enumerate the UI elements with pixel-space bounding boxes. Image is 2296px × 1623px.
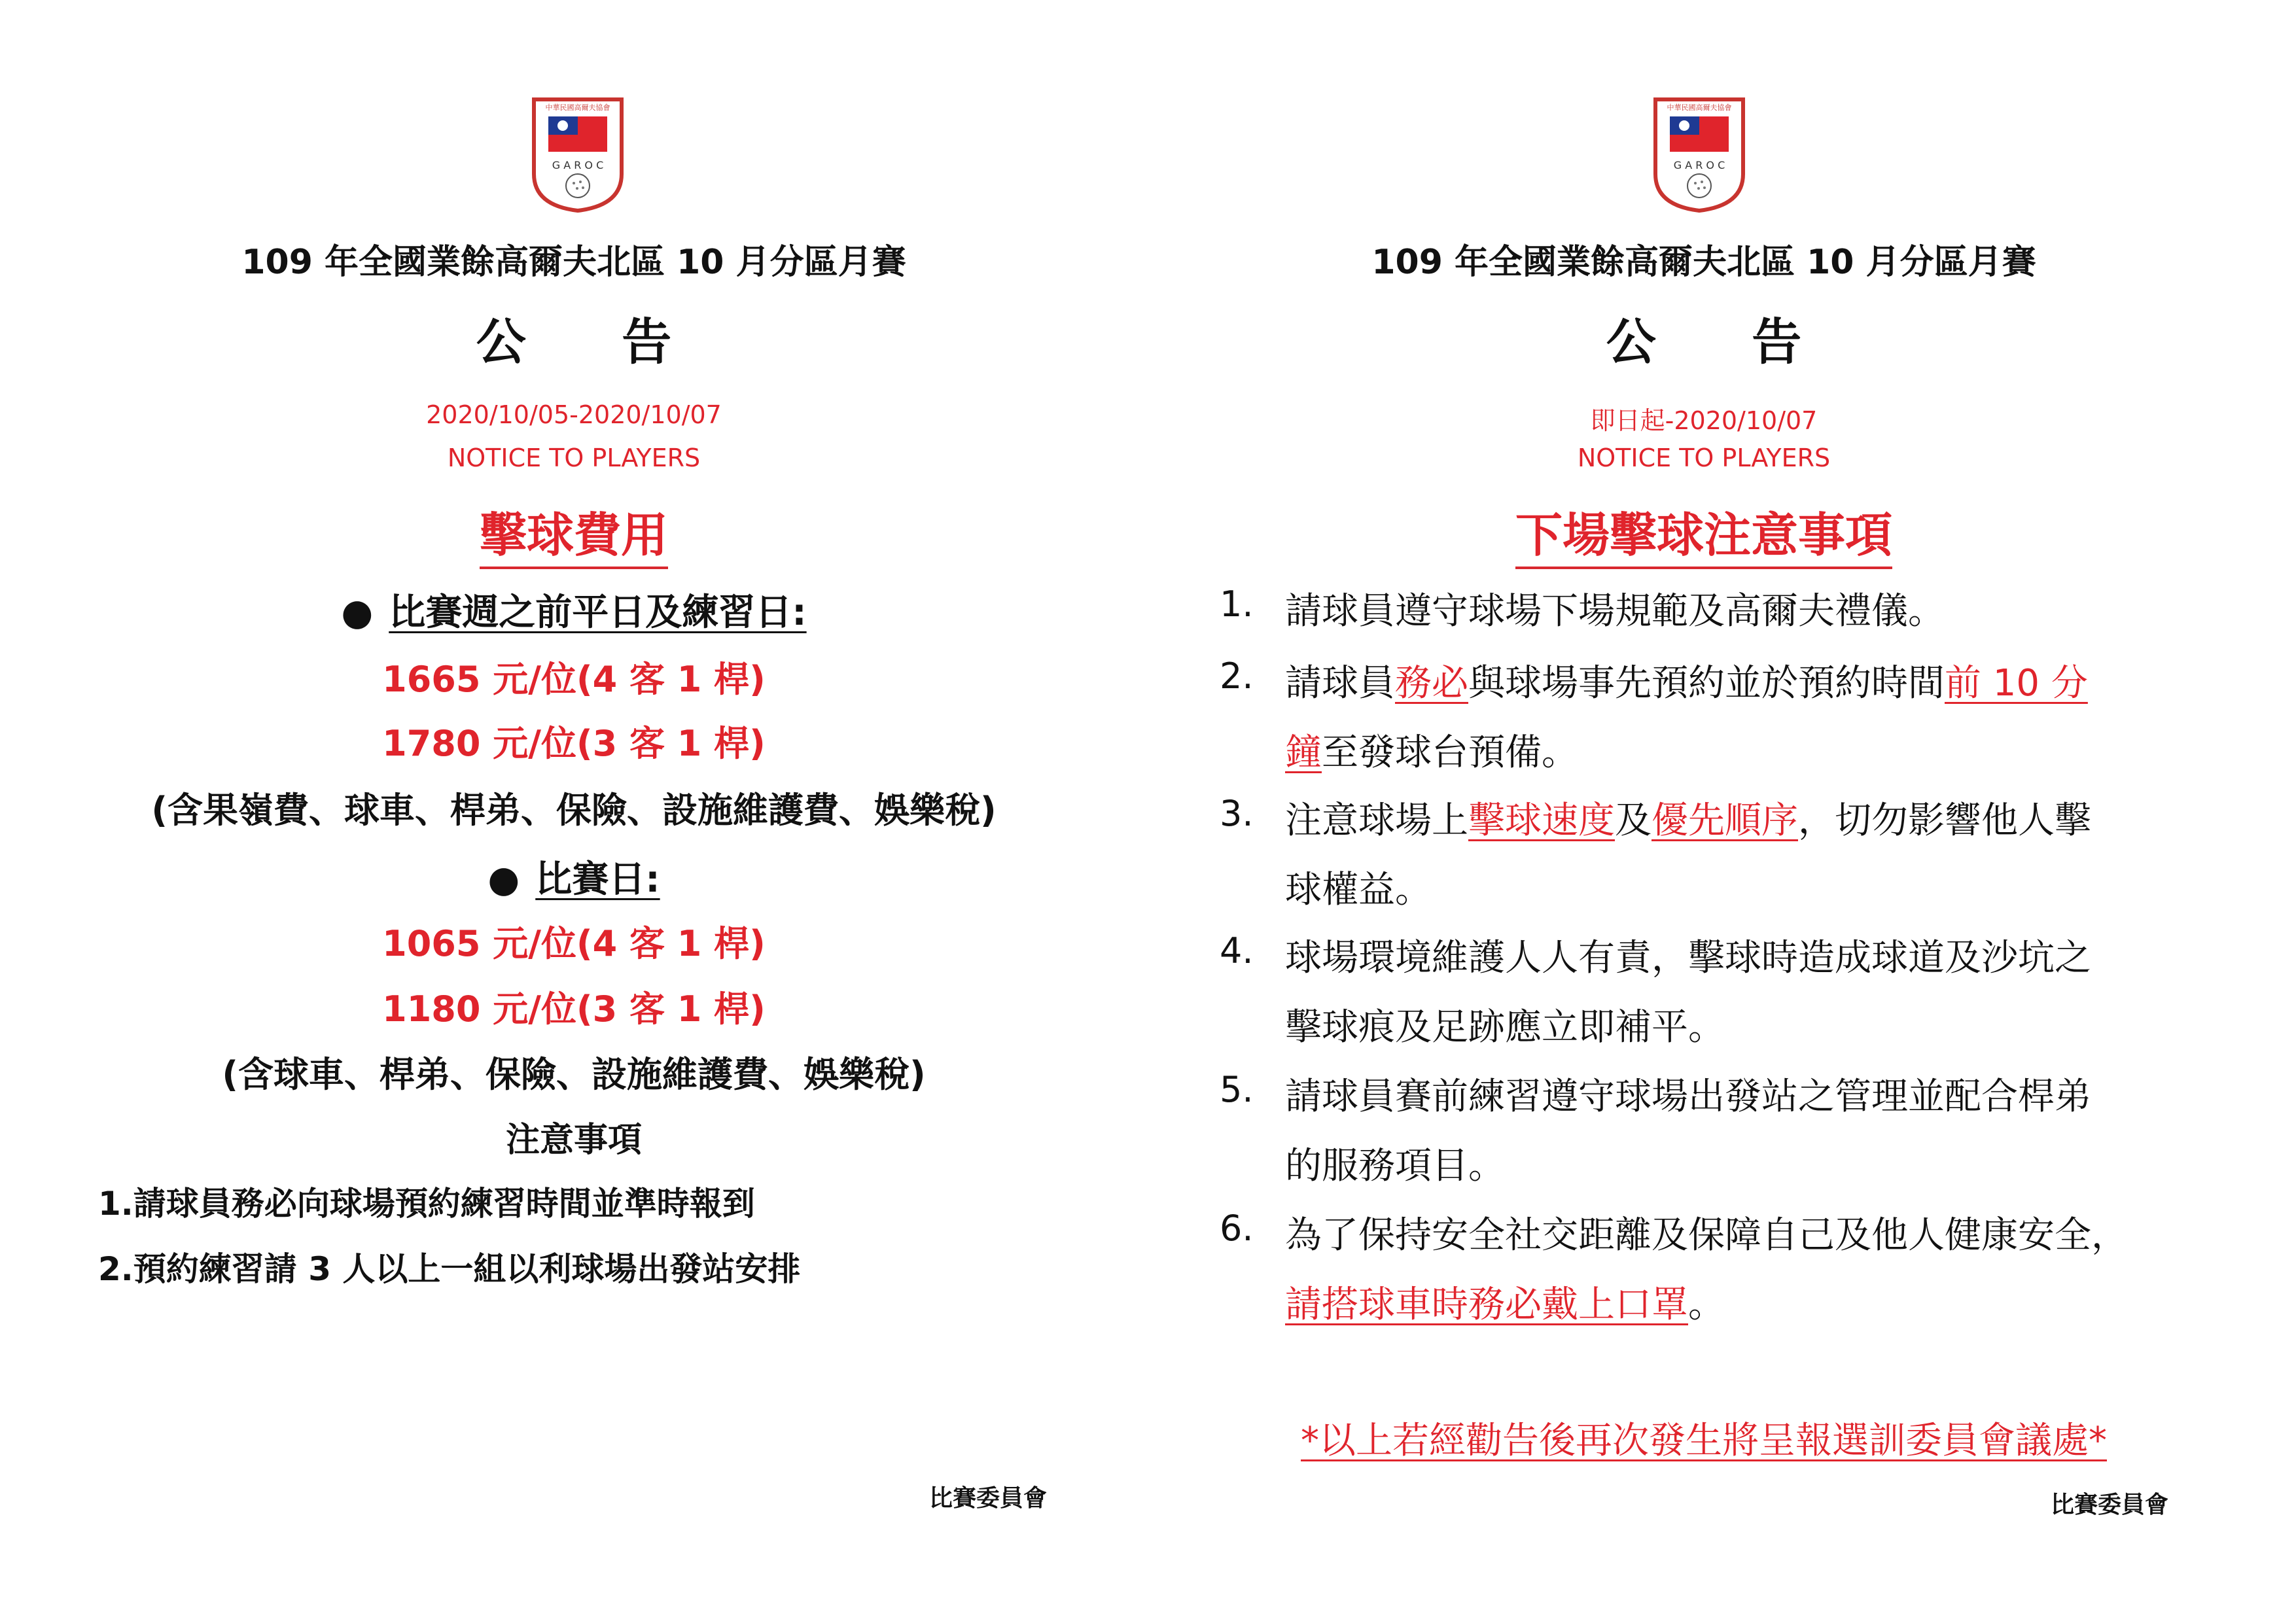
bullet-dot-icon: ● (341, 591, 374, 634)
rule-emphasis: 請搭球車時務必戴上口罩 (1285, 1283, 1688, 1326)
rule-text-segment: ，切勿影響他人擊 (1798, 799, 2091, 842)
rule-line (1285, 1137, 1505, 1189)
bullet-weekday-label: 比賽週之前平日及練習日: (389, 591, 807, 634)
section-title-wrap (1148, 497, 2260, 565)
notice-to-players: NOTICE TO PLAYERS (447, 444, 701, 472)
attention-item-1: 1.請球員務必向球場預約練習時間並準時報到 (98, 1185, 755, 1223)
rule-emphasis: 前 10 分 (1945, 662, 2088, 705)
rule-number: 1. (1220, 584, 1254, 625)
rule-text-segment: 請球員遵守球場下場規範及高爾夫禮儀。 (1285, 590, 1945, 633)
attention-title: 注意事項 (505, 1121, 642, 1160)
price-matchday-3: 1180 元/位(3 客 1 桿) (382, 988, 766, 1030)
price-weekday-4: 1665 元/位(4 客 1 桿) (382, 659, 766, 700)
rule-text-segment: 擊球痕及足跡應立即補平。 (1285, 1006, 1725, 1049)
section-title: 擊球費用 (480, 508, 668, 569)
rule-number: 3. (1220, 793, 1254, 834)
event-title: 109 年全國業餘高爾夫北區 10 月分區月賽 (1371, 243, 2036, 282)
rule-line (1285, 929, 2091, 981)
section-title: 下場擊球注意事項 (1515, 508, 1892, 569)
includes-weekday: (含果嶺費、球車、桿弟、保險、設施維護費、娛樂稅) (151, 790, 997, 831)
date-range: 即日起-2020/10/07 (1590, 406, 1818, 435)
notice-to-players: NOTICE TO PLAYERS (1577, 444, 1831, 472)
rule-emphasis: 擊球速度 (1468, 799, 1615, 842)
rule-line (1285, 1068, 2091, 1120)
rule-text-segment: 請球員賽前練習遵守球場出發站之管理並配合桿弟 (1285, 1075, 2091, 1118)
rule-number: 5. (1220, 1069, 1254, 1110)
price-weekday-3: 1780 元/位(3 客 1 桿) (382, 723, 766, 764)
logo-arc-text: G A R O C (1673, 159, 1725, 171)
price-matchday-4: 1065 元/位(4 客 1 桿) (382, 923, 766, 964)
rule-line (1285, 582, 1945, 635)
rule-text-segment: 至發球台預備。 (1322, 731, 1578, 774)
rule-text-segment: 為了保持安全社交距離及保障自己及他人健康安全， (1285, 1214, 2128, 1257)
date-range: 2020/10/05-2020/10/07 (426, 400, 722, 429)
rule-line (1285, 654, 2088, 707)
rule-number: 2. (1220, 655, 1254, 697)
bullet-matchday (0, 850, 1148, 903)
rule-emphasis: 優先順序 (1651, 799, 1798, 842)
rule-emphasis: 鐘 (1285, 731, 1322, 774)
bullet-matchday-label: 比賽日: (535, 858, 660, 901)
garoc-logo (529, 96, 627, 213)
rule-number: 4. (1220, 930, 1254, 971)
warning-wrap (1148, 1412, 2260, 1464)
event-title: 109 年全國業餘高爾夫北區 10 月分區月賽 (241, 243, 906, 282)
attention-item-2: 2.預約練習請 3 人以上一組以利球場出發站安排 (98, 1250, 801, 1288)
rule-emphasis: 務必 (1395, 662, 1468, 705)
rule-text-segment: 請球員 (1285, 662, 1395, 705)
rule-text-segment: 注意球場上 (1285, 799, 1468, 842)
section-title-wrap (0, 497, 1148, 565)
garoc-logo (1650, 96, 1748, 213)
announcement-heading: 公 告 (1606, 313, 1841, 371)
rule-line (1285, 724, 1578, 776)
bullet-weekday (0, 584, 1148, 636)
rule-text-segment: 及 (1615, 799, 1651, 842)
logo-arc-text: G A R O C (552, 159, 604, 171)
logo-top-text: 中華民國高爾夫協會 (545, 103, 610, 112)
right-notice-page (1148, 0, 2296, 1623)
rule-line (1285, 1276, 1725, 1328)
logo-top-text: 中華民國高爾夫協會 (1667, 103, 1732, 112)
rule-line (1285, 861, 1432, 913)
rule-line (1285, 1206, 2128, 1259)
rule-line (1285, 792, 2091, 844)
rule-text-segment: 球權益。 (1285, 869, 1432, 911)
rule-text-segment: 與球場事先預約並於預約時間 (1468, 662, 1945, 705)
rule-text-segment: 。 (1688, 1283, 1725, 1326)
committee-signature: 比賽委員會 (929, 1485, 1048, 1512)
warning-text: *以上若經勸告後再次發生將呈報選訓委員會議處* (1301, 1420, 2107, 1462)
rule-text-segment: 球場環境維護人人有責，擊球時造成球道及沙坑之 (1285, 937, 2091, 979)
rule-text-segment: 的服務項目。 (1285, 1145, 1505, 1187)
includes-matchday: (含球車、桿弟、保險、設施維護費、娛樂稅) (222, 1054, 926, 1095)
rule-number: 6. (1220, 1208, 1254, 1249)
announcement-heading: 公 告 (476, 313, 711, 371)
rule-line (1285, 998, 1725, 1051)
bullet-dot-icon: ● (487, 858, 520, 901)
committee-signature: 比賽委員會 (2051, 1492, 2169, 1518)
